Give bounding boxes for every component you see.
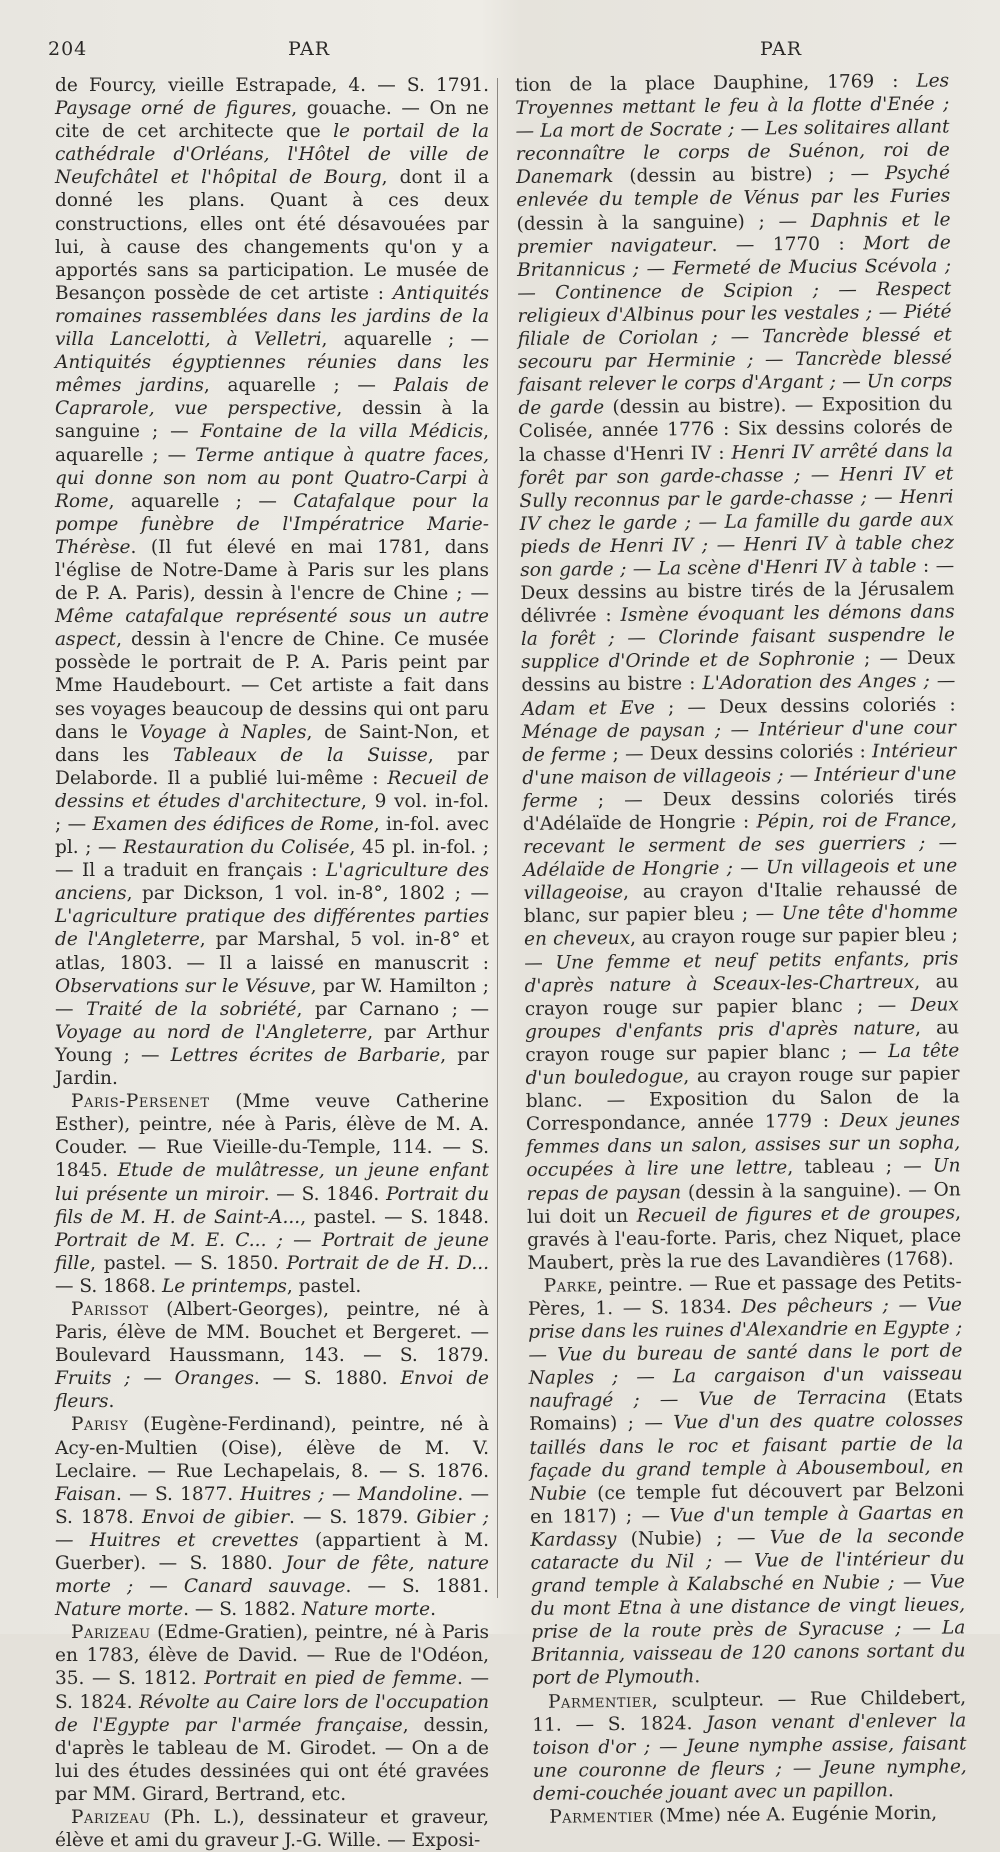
work-title: Portrait du fils de M. H. de Saint-A...	[55, 1183, 490, 1228]
work-title: Etude de mulâtresse, un jeune enfant lui présente un miroir	[55, 1160, 489, 1205]
entry-text: ; — Deux dessins coloriés :	[654, 693, 956, 719]
entry-text: (Edme-Gratien), peintre, né à Paris en 1783, élève de David. — Rue de l'Odéon, 35. — S. 1812.	[55, 1622, 489, 1690]
entry-headword: Parke	[543, 1275, 598, 1297]
work-title: Un repas de paysan	[526, 1155, 961, 1205]
work-title: Pépin, roi de France, recevant le serment de ses guerriers ; — Adélaïde de Hongrie ; — Un villageois et une villageoise	[522, 809, 958, 905]
dictionary-entry	[55, 1413, 489, 1621]
entry-text: , peintre. — Rue et passage des Petits-Pères, 1. — S. 1834.	[527, 1271, 962, 1320]
dictionary-entry	[532, 1686, 967, 1806]
work-title: Antiquités égyptiennes réunies dans les mêmes jardins	[55, 352, 489, 397]
entry-headword: Parizeau	[71, 1622, 151, 1644]
work-title: Traité de la sobriété	[86, 998, 297, 1020]
entry-text: (dessin à la sanguine). — On lui doit un	[526, 1178, 961, 1228]
entry-text: (Albert-Georges), peintre, né à Paris, élève de MM. Bouchet et Bergeret. — Boulevard Haussmann, 143. — S. 1879.	[55, 1298, 489, 1367]
right-column	[515, 69, 967, 1828]
entry-text: (appartient à M. Guerber). — S. 1880.	[55, 1529, 489, 1574]
work-title: Fontaine de la villa Médicis	[200, 421, 484, 443]
entry-text: .	[887, 1780, 894, 1802]
work-title: Portrait de de H. D...	[286, 1252, 489, 1274]
work-title: Nature morte	[55, 1599, 184, 1621]
dictionary-entry	[515, 69, 962, 1274]
entry-text: , par Dickson, 1 vol. in-8°, 1802 ; —	[126, 883, 489, 905]
work-title: Voyage au nord de l'Angleterre	[55, 1021, 368, 1043]
entry-text: , dessin à l'encre de Chine. Ce musée possède le portrait de P. A. Paris peint par Mme Haudebourt. — Cet artiste a fait dans ses voyages beaucoup de dessins qui ont paru dans le	[55, 629, 489, 743]
entry-text: . — S. 1881.	[345, 1576, 489, 1598]
entry-text: , par Arthur Young ; —	[55, 1021, 490, 1066]
work-title: Deux groupes d'enfants pris d'après nature	[524, 994, 959, 1043]
work-title: Restauration du Colisée	[123, 837, 350, 859]
work-title: Des pêcheurs ; — Vue prise dans les ruines d'Alexandrie en Egypte ; — Vue du bureau de santé dans le port de Naples ; — La cargaison d'un vaisseau naufragé ; — Vue de Terracina	[528, 1294, 963, 1413]
entry-headword: Parisy	[71, 1414, 129, 1436]
entry-text: , par Carnano ; —	[296, 998, 489, 1020]
entry-text: . — S. 1880.	[253, 1368, 401, 1390]
entry-headword: Parissot	[71, 1298, 149, 1320]
entry-text: .	[108, 1391, 115, 1413]
entry-headword: Parmentier	[547, 1690, 653, 1713]
work-title: Faisan	[55, 1483, 116, 1505]
entry-text: (Nubie) ; —	[616, 1527, 770, 1550]
dictionary-entry	[55, 1621, 489, 1806]
dictionary-entry	[533, 1801, 967, 1829]
work-title: Les Troyennes mettant le feu à la flotte d'Enée ; — La mort de Socrate ; — Les solitaires allant reconnaître le corps de Suénon, roi de Danemark	[515, 70, 950, 189]
work-title: Vue d'un des quatre colosses taillés dans le roc et faisant partie de la façade du grand temple à Abousemboul, en Nubie	[529, 1409, 964, 1505]
work-title: L'agriculture pratique des différentes parties de l'Angleterre	[55, 906, 489, 951]
entry-text: , tableau ; —	[787, 1156, 934, 1179]
entry-text: (Ph. L.), dessinateur et graveur, élève et ami du graveur J.-G. Wille. — Exposi-	[55, 1807, 489, 1852]
work-title: Même catafalque représenté sous un autre aspect	[55, 606, 489, 651]
entry-text: , sculpteur. — Rue Childebert, 11. — S. 1824.	[532, 1686, 967, 1736]
entry-text: ; — Deux dessins coloriés tirés d'Adélaïde de Hongrie :	[522, 786, 957, 835]
entry-text: .	[430, 1599, 436, 1621]
entry-text: ; — Deux dessins coloriés :	[606, 741, 873, 765]
dictionary-entry	[528, 1270, 966, 1690]
entry-text: tion de la place Dauphine, 1769 :	[515, 70, 917, 96]
entry-text: , gravés à l'eau-forte. Paris, chez Niquet, place Maubert, près la rue des Lavandières (1768).	[527, 1201, 962, 1274]
entry-text: , 9 vol. in-fol. ; —	[55, 790, 490, 835]
work-title: Terme antique à quatre faces, qui donne son nom au pont Quatro-Carpi à Rome	[55, 444, 490, 512]
running-head-left: PAR	[288, 38, 331, 60]
work-title: Vue de la seconde cataracte du Nil ; — Vue de l'intérieur du grand temple à Kalabsché en Nubie ; — Vue du mont Etna à une distance de vingt lieues, prise de la route près de Syracuse ; — La Britannia, vaisseau de 120 canons sortant du port de Plymouth	[530, 1525, 966, 1690]
work-title: Recueil de figures et de groupes	[636, 1202, 956, 1227]
entry-text: , pastel.	[286, 1275, 362, 1297]
entry-text: . (Il fut élevé en mai 1781, dans l'église de Notre-Dame à Paris sur les plans de P. A. Paris), dessin à l'encre de Chine ; —	[55, 536, 489, 605]
work-title: Palais de Caprarole, vue perspective	[55, 375, 489, 420]
entry-text: , dessin, d'après le tableau de M. Girodet. — On a de lui des études dessinées qui ont été gravées par MM. Girard, Bertrand, etc.	[55, 1714, 489, 1805]
entry-text: , de Saint-Non, et dans les	[55, 721, 490, 766]
entry-text: , par W. Hamilton ; —	[55, 975, 489, 1020]
entry-text: , dont il a donné les plans. Quant à ces deux constructions, elles ont été désavouées par lui, à cause des changements qu'on y a apportés sans sa participation. Le musée de Besançon possède de cet artiste :	[55, 167, 490, 304]
work-title: Vue d'un temple à Gaartas en Kardassy	[530, 1502, 965, 1551]
entry-text: : — Deux dessins au bistre tirés de la Jérusalem délivrée :	[520, 555, 955, 628]
work-title: Antiquités romaines rassemblées dans les jardins de la villa Lancelotti, à Velletri	[55, 282, 489, 351]
entry-text: , au crayon d'Italie rehaussé de blanc, sur papier bleu ; —	[523, 878, 958, 928]
work-title: L'agriculture des anciens	[55, 860, 489, 905]
entry-text: , aquarelle ; —	[321, 329, 489, 351]
work-title: Jour de fête, nature morte ; — Canard sauvage	[55, 1553, 489, 1598]
work-title: Envoi de fleurs	[55, 1368, 489, 1413]
entry-text: (ce temple fut découvert par Belzoni en 1817) ; —	[530, 1479, 964, 1528]
entry-text: . — S. 1846.	[263, 1183, 387, 1205]
entry-text: , au crayon rouge sur papier bleu ; —	[524, 924, 959, 974]
page-header	[48, 38, 960, 68]
work-title: Recueil de dessins et études d'architecture	[55, 767, 490, 812]
work-title: Huitres ; — Mandoline	[240, 1483, 458, 1505]
work-title: le portail de la cathédrale d'Orléans, l'Hôtel de ville de Neufchâtel et l'hôpital de Bourg	[55, 121, 489, 189]
entry-text: . — S. 1824.	[55, 1668, 489, 1713]
dictionary-entry	[55, 74, 489, 1090]
entry-text: (dessin au bistre). — Exposition du Colisée, année 1776 : Six dessins colorés de la chasse d'Henri IV :	[518, 393, 953, 466]
entry-text: ; — Deux dessins au bistre :	[521, 647, 956, 697]
work-title: Une femme et neuf petits enfants, pris d'après nature à Sceaux-les-Chartreux	[524, 947, 959, 997]
work-title: Paysage orné de figures	[55, 98, 292, 120]
entry-text: , aquarelle ; —	[55, 421, 489, 466]
work-title: Ménage de paysan ; — Intérieur d'une cour de ferme	[521, 717, 956, 766]
work-title: Intérieur d'une maison de villageois ; — Intérieur d'une ferme	[522, 740, 957, 812]
entry-text: , pastel. — S. 1848.	[300, 1206, 489, 1228]
entry-text: (dessin à la sanguine) ; —	[516, 210, 811, 235]
work-title: Psyché enlevée du temple de Vénus par les Furies	[516, 162, 951, 212]
entry-headword: Parizeau	[71, 1807, 151, 1829]
entry-text: (Etats Romains) ; —	[529, 1386, 963, 1436]
entry-text: , 45 pl. in-fol. ; — Il a traduit en français :	[55, 837, 489, 882]
entry-text: , gouache. — On ne cite de cet architecte que	[55, 98, 489, 143]
work-title: Daphnis et le premier navigateur	[516, 209, 951, 258]
work-title: Tableaux de la Suisse	[172, 744, 428, 766]
running-head-right: PAR	[760, 38, 803, 60]
entry-headword: Paris-Persenet	[71, 1091, 210, 1113]
dictionary-entry	[55, 1806, 489, 1852]
page-number: 204	[48, 38, 88, 60]
entry-text: , aquarelle ; —	[203, 375, 394, 397]
entry-text: , au crayon rouge sur papier blanc ; —	[525, 1017, 960, 1066]
work-title: Une tête d'homme en cheveux	[523, 901, 958, 951]
dictionary-entry	[55, 1298, 489, 1413]
entry-text: , par Delaborde. Il a publié lui-même :	[55, 744, 490, 789]
entry-text: , par Marshal, 5 vol. in-8° et atlas, 1803. — Il a laissé en manuscrit :	[55, 929, 489, 974]
work-title: L'Adoration des Anges ; — Adam et Eve	[521, 670, 956, 720]
work-title: Le printemps	[162, 1275, 287, 1297]
entry-text: . — S. 1878.	[55, 1483, 489, 1528]
left-column	[55, 74, 490, 1852]
entry-text: . — 1770 :	[711, 233, 864, 256]
work-title: Henri IV arrêté dans la forêt par son garde-chasse ; — Henri IV et Sully reconnus par le garde-chasse ; — Henri IV chez le garde ; — La famille du garde aux pieds de Henri IV ; — Henri IV à table chez son garde ; — La scène d'Henri IV à table	[519, 439, 955, 581]
work-title: Nature morte	[301, 1599, 431, 1621]
entry-text: .	[694, 1666, 701, 1688]
dictionary-entry	[55, 1090, 489, 1298]
entry-text: (Mme) née A. Eugénie Morin,	[653, 1802, 938, 1827]
column-divider	[497, 78, 498, 1598]
entry-text: , aquarelle ; —	[108, 490, 294, 512]
entry-headword: Parmentier	[549, 1805, 654, 1828]
work-title: Jason venant d'enlever la toison d'or ; — Jeune nymphe assise, faisant une couronne de fleurs ; — Jeune nymphe, demi-couchée jouant avec un papillon	[532, 1710, 967, 1805]
entry-text: (dessin au bistre) ; —	[613, 163, 886, 188]
entry-text: . — S. 1877.	[115, 1483, 241, 1505]
entry-text: . — S. 1882.	[183, 1599, 302, 1621]
work-title: Fruits ; — Oranges	[55, 1368, 254, 1390]
work-title: Examen des édifices de Rome	[92, 814, 374, 835]
entry-text: , in-fol. avec pl. ; —	[55, 814, 489, 859]
entry-text: , dessin à la sanguine ; —	[55, 398, 490, 443]
work-title: Lettres écrites de Barbarie	[170, 1044, 441, 1066]
work-title: Ismène évoquant les démons dans la forêt ; — Clorinde faisant suspendre le supplice d'Orinde et de Sophronie	[520, 601, 956, 674]
work-title: Deux jeunes femmes dans un salon, assises sur un sopha, occupées à lire une lettre	[526, 1109, 961, 1182]
entry-text: , au crayon rouge sur papier blanc ; —	[524, 971, 959, 1020]
entry-text: , par Jardin.	[55, 1044, 489, 1090]
entry-text: (Eugène-Ferdinand), peintre, né à Acy-en-Multien (Oise), élève de M. V. Leclaire. — Rue Lechapelais, 8. — S. 1876.	[55, 1414, 489, 1482]
work-title: Gibier ; — Huitres et crevettes	[55, 1506, 489, 1551]
work-title: Voyage à Naples	[139, 721, 307, 743]
work-title: La tête d'un bouledogue	[525, 1040, 960, 1089]
work-title: Portrait en pied de femme	[204, 1668, 457, 1690]
entry-text: , au crayon rouge sur papier blanc. — Exposition du Salon de la Correspondance, année 1779 :	[525, 1063, 960, 1136]
work-title: Révolte au Caire lors de l'occupation de l'Egypte par l'armée française	[55, 1691, 489, 1736]
work-title: Envoi de gibier	[141, 1506, 290, 1528]
work-title: Catafalque pour la pompe funèbre de l'Impératrice Marie-Thérèse	[55, 490, 489, 558]
work-title: Observations sur le Vésuve	[55, 975, 311, 997]
entry-text: (Mme veuve Catherine Esther), peintre, née à Paris, élève de M. A. Couder. — Rue Vieille-du-Temple, 114. — S. 1845.	[55, 1091, 489, 1182]
entry-text: , pastel. — S. 1850.	[90, 1252, 287, 1274]
work-title: Mort de Britannicus ; — Fermeté de Mucius Scévola ; — Continence de Scipion ; — Respect religieux d'Albinus pour les vestales ; — Piété filiale de Coriolan ; — Tancrède blessé et secouru par Herminie ; — Tancrède blessé faisant relever le corps d'Argant ; — Un corps de garde	[516, 232, 953, 420]
entry-text: de Fourcy, vieille Estrapade, 4. — S. 1791.	[55, 75, 489, 96]
entry-text: — S. 1868.	[55, 1275, 162, 1297]
work-title: Portrait de M. E. C... ; — Portrait de jeune fille	[55, 1229, 489, 1274]
entry-text: . — S. 1879.	[289, 1506, 417, 1528]
